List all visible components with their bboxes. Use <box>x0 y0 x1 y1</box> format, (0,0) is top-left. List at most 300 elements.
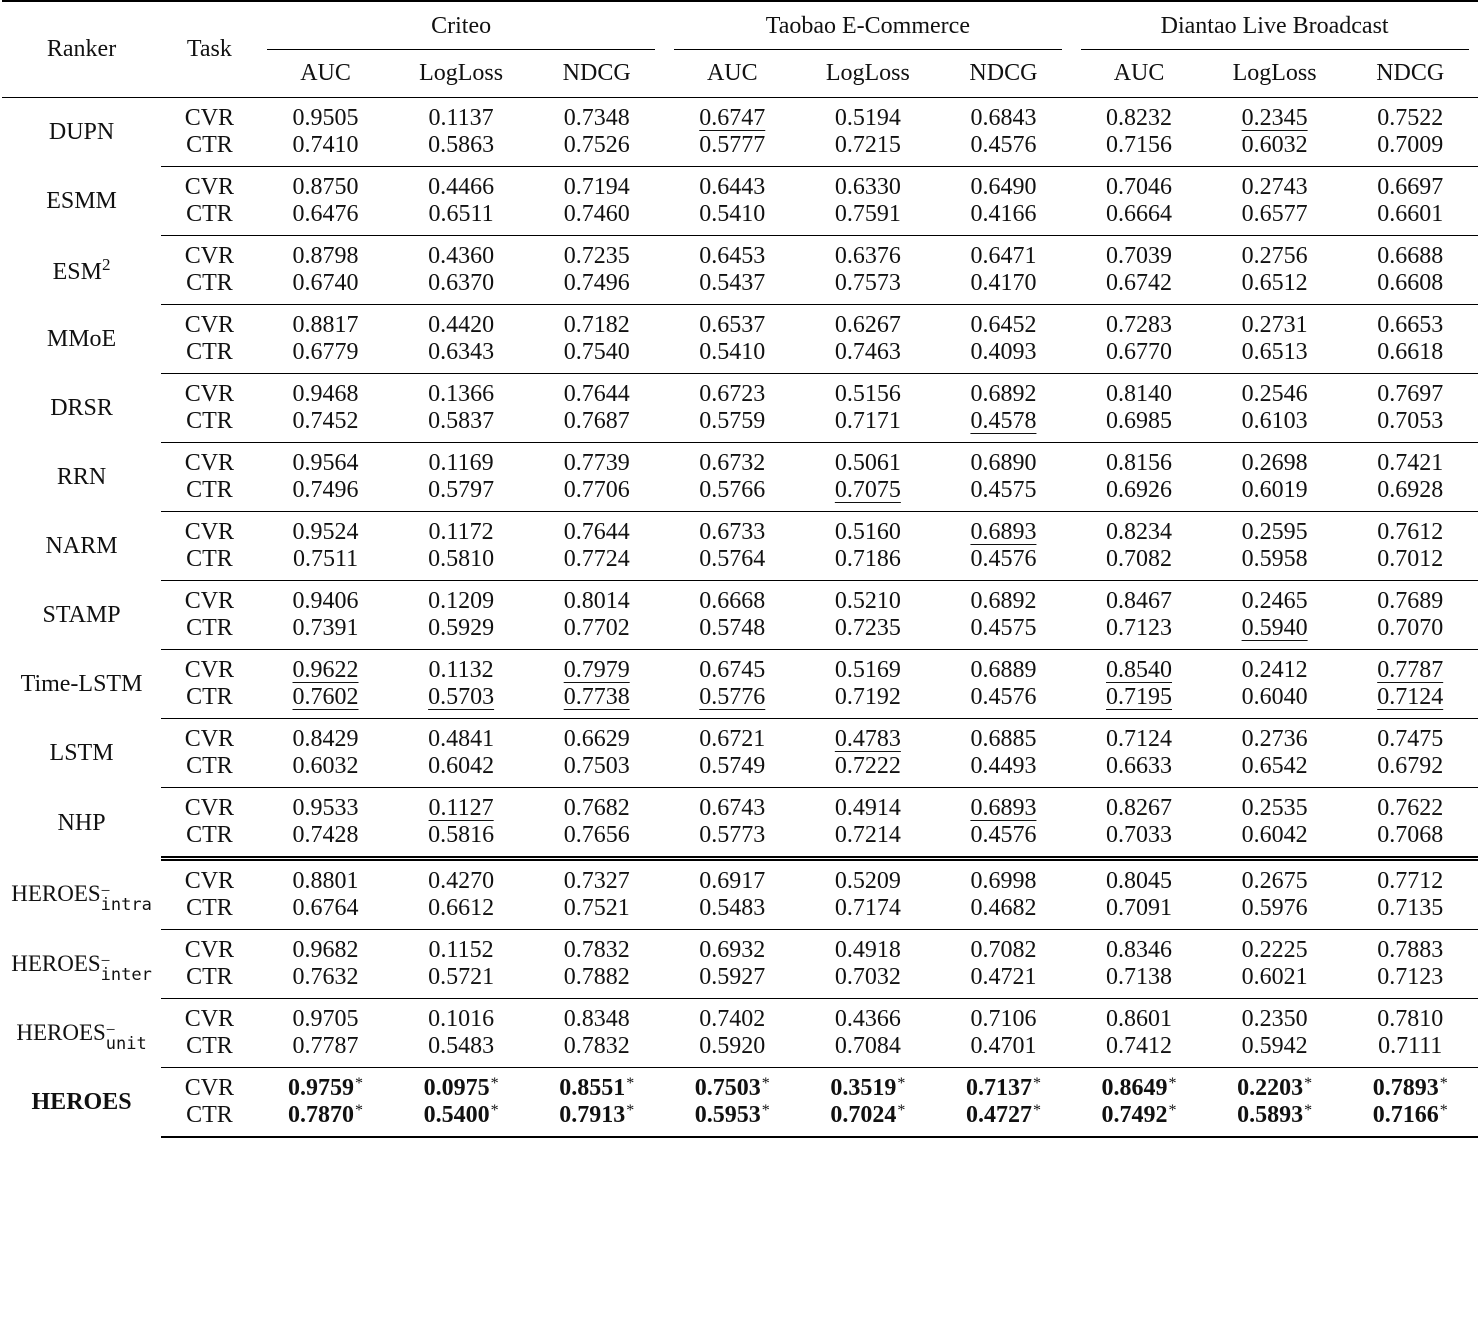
metric-value: 0.4576 <box>936 684 1072 719</box>
significance-star: * <box>1439 1102 1448 1119</box>
metric-value: 0.7738 <box>529 684 665 719</box>
ranker-header: Ranker <box>2 1 161 98</box>
metric-value: 0.2350 <box>1241 1006 1308 1032</box>
significance-star: * <box>897 1075 906 1092</box>
metric-value: 0.6633 <box>1071 753 1207 788</box>
metric-value: 0.9468 <box>292 381 359 407</box>
metric-value: 0.7644 <box>563 519 630 545</box>
group-header-diantao <box>1071 1 1478 50</box>
metric-value: 0.7182 <box>563 312 630 338</box>
metric-value: 0.8267 <box>1106 795 1173 821</box>
metric-value: 0.7496 <box>258 477 394 512</box>
metric-value: 0.7082 <box>1071 546 1207 581</box>
metric-header: AUC <box>1071 50 1207 98</box>
metric-value: 0.1172 <box>428 519 494 545</box>
table-row <box>2 408 1478 443</box>
metric-value: 0.4420 <box>428 312 495 338</box>
metric-value: 0.2595 <box>1241 519 1308 545</box>
metric-value: 0.1137 <box>428 105 494 131</box>
metric-value: 0.6612 <box>393 895 529 930</box>
table-row <box>2 964 1478 999</box>
metric-value: 0.6733 <box>699 519 766 545</box>
ranker-name: Time-LSTM <box>20 670 143 697</box>
metric-value: 0.7235 <box>800 615 936 650</box>
metric-value: 0.1152 <box>428 937 494 963</box>
ranker-name: DRSR <box>50 394 113 421</box>
metric-value: 0.7082 <box>970 937 1037 963</box>
metric-value: 0.2225 <box>1241 937 1308 963</box>
metric-value: 0.6740 <box>258 270 394 305</box>
metric-value: 0.5953* <box>664 1102 800 1137</box>
metric-value: 0.6732 <box>699 450 766 476</box>
metric-value: 0.2203* <box>1237 1075 1313 1101</box>
metric-value: 0.5863 <box>393 132 529 167</box>
task-label: CVR <box>184 450 235 476</box>
metric-value: 0.6779 <box>258 339 394 374</box>
metric-value: 0.6668 <box>699 588 766 614</box>
task-label: CTR <box>161 132 258 167</box>
metric-value: 0.7235 <box>563 243 630 269</box>
metric-value: 0.7123 <box>1342 964 1478 999</box>
ranker-superscript: − <box>100 950 111 970</box>
metric-value: 0.9406 <box>292 588 359 614</box>
metric-value: 0.2731 <box>1241 312 1308 338</box>
task-label: CTR <box>161 895 258 930</box>
significance-star: * <box>761 1102 770 1119</box>
metric-value: 0.6721 <box>699 726 766 752</box>
metric-value: 0.4466 <box>428 174 495 200</box>
metric-value: 0.7194 <box>563 174 630 200</box>
task-label: CVR <box>184 312 235 338</box>
metric-value: 0.9759* <box>288 1075 364 1101</box>
metric-value: 0.7475 <box>1377 726 1444 752</box>
ranker-name: NARM <box>45 532 118 559</box>
metric-value: 0.8348 <box>563 1006 630 1032</box>
significance-star: * <box>626 1075 635 1092</box>
table-row <box>2 236 1478 271</box>
significance-star: * <box>1168 1102 1177 1119</box>
metric-value: 0.7682 <box>563 795 630 821</box>
metric-value: 0.6542 <box>1207 753 1343 788</box>
metric-value: 0.9622 <box>292 657 359 683</box>
metric-value: 0.7327 <box>563 868 630 894</box>
task-label: CVR <box>184 657 235 683</box>
metric-value: 0.8817 <box>292 312 359 338</box>
metric-value: 0.6577 <box>1207 201 1343 236</box>
metric-value: 0.7511 <box>258 546 394 581</box>
task-label: CTR <box>161 615 258 650</box>
metric-value: 0.8346 <box>1106 937 1173 963</box>
metric-value: 0.7039 <box>1106 243 1173 269</box>
metric-value: 0.7463 <box>800 339 936 374</box>
ranker-name: HEROES − inter <box>11 950 152 985</box>
metric-value: 0.7787 <box>1377 657 1444 683</box>
metric-value: 0.3519* <box>830 1075 906 1101</box>
metric-value: 0.6932 <box>699 937 766 963</box>
metric-value: 0.4783 <box>834 726 901 752</box>
metric-value: 0.6890 <box>970 450 1037 476</box>
metric-value: 0.5061 <box>834 450 901 476</box>
ranker-name: DUPN <box>48 118 115 145</box>
metric-value: 0.1127 <box>428 795 494 821</box>
metric-value: 0.6040 <box>1207 684 1343 719</box>
table-row <box>2 1102 1478 1137</box>
task-label: CVR <box>184 243 235 269</box>
metric-value: 0.6723 <box>699 381 766 407</box>
table-row <box>2 822 1478 859</box>
task-label: CVR <box>184 381 235 407</box>
metric-value: 0.6370 <box>393 270 529 305</box>
ranker-name: HEROES − intra <box>11 880 152 915</box>
task-label: CTR <box>161 1102 258 1137</box>
metric-value: 0.5816 <box>393 822 529 859</box>
metric-value: 0.7174 <box>800 895 936 930</box>
metric-value: 0.4575 <box>936 615 1072 650</box>
metric-value: 0.6697 <box>1377 174 1444 200</box>
metric-value: 0.5483 <box>393 1033 529 1068</box>
metric-value: 0.7033 <box>1071 822 1207 859</box>
metric-value: 0.4170 <box>936 270 1072 305</box>
metric-value: 0.7787 <box>258 1033 394 1068</box>
metric-value: 0.4575 <box>936 477 1072 512</box>
task-label: CTR <box>161 753 258 788</box>
metric-value: 0.6103 <box>1207 408 1343 443</box>
table-row <box>2 443 1478 478</box>
metric-value: 0.7428 <box>258 822 394 859</box>
metric-value: 0.7046 <box>1106 174 1173 200</box>
metric-value: 0.7348 <box>563 105 630 131</box>
metric-value: 0.1209 <box>428 588 495 614</box>
metric-value: 0.8140 <box>1106 381 1173 407</box>
metric-value: 0.5776 <box>664 684 800 719</box>
significance-star: * <box>1439 1075 1448 1092</box>
metric-value: 0.6764 <box>258 895 394 930</box>
metric-value: 0.7068 <box>1342 822 1478 859</box>
metric-value: 0.7012 <box>1342 546 1478 581</box>
table-row <box>2 1033 1478 1068</box>
metric-value: 0.5437 <box>664 270 800 305</box>
task-label: CVR <box>184 726 235 752</box>
metric-value: 0.7882 <box>529 964 665 999</box>
metric-value: 0.5169 <box>834 657 901 683</box>
metric-value: 0.7283 <box>1106 312 1173 338</box>
metric-value: 0.5958 <box>1207 546 1343 581</box>
metric-value: 0.6376 <box>834 243 901 269</box>
metric-value: 0.7697 <box>1377 381 1444 407</box>
ranker-name: ESM$^2$ <box>52 254 111 285</box>
metric-value: 0.4366 <box>834 1006 901 1032</box>
task-label: CTR <box>161 201 258 236</box>
metric-value: 0.6042 <box>393 753 529 788</box>
metric-value: 0.9564 <box>292 450 359 476</box>
metric-value: 0.6471 <box>970 243 1037 269</box>
metric-value: 0.7186 <box>800 546 936 581</box>
metric-value: 0.8467 <box>1106 588 1173 614</box>
metric-value: 0.4727* <box>936 1102 1072 1137</box>
table-row <box>2 132 1478 167</box>
ranker-superscript: 2 <box>101 254 111 274</box>
table-row <box>2 270 1478 305</box>
metric-value: 0.6443 <box>699 174 766 200</box>
metric-value: 0.5410 <box>664 201 800 236</box>
metric-value: 0.7009 <box>1342 132 1478 167</box>
metric-value: 0.5773 <box>664 822 800 859</box>
significance-star: * <box>355 1075 364 1092</box>
metric-value: 0.2546 <box>1241 381 1308 407</box>
significance-star: * <box>490 1075 499 1092</box>
task-header: Task <box>161 1 258 98</box>
metric-value: 0.0975* <box>423 1075 499 1101</box>
metric-value: 0.7192 <box>800 684 936 719</box>
metric-value: 0.1132 <box>428 657 494 683</box>
task-label: CVR <box>184 795 235 821</box>
significance-star: * <box>1032 1075 1041 1092</box>
table-row <box>2 339 1478 374</box>
metric-value: 0.5893* <box>1207 1102 1343 1137</box>
task-label: CVR <box>184 937 235 963</box>
metric-value: 0.5410 <box>664 339 800 374</box>
metric-value: 0.7689 <box>1377 588 1444 614</box>
task-label: CTR <box>161 339 258 374</box>
task-label: CVR <box>184 1006 235 1032</box>
group-label: Diantao Live Broadcast <box>1160 12 1389 39</box>
metric-header: AUC <box>664 50 800 98</box>
metric-value: 0.7591 <box>800 201 936 236</box>
metric-value: 0.7832 <box>529 1033 665 1068</box>
metric-value: 0.5160 <box>834 519 901 545</box>
metric-value: 0.4576 <box>936 132 1072 167</box>
metric-value: 0.6019 <box>1207 477 1343 512</box>
metric-value: 0.2675 <box>1241 868 1308 894</box>
metric-value: 0.8014 <box>563 588 630 614</box>
metric-value: 0.6032 <box>1207 132 1343 167</box>
metric-value: 0.7111 <box>1342 1033 1478 1068</box>
metric-value: 0.7870* <box>258 1102 394 1137</box>
metric-value: 0.6926 <box>1071 477 1207 512</box>
metric-value: 0.7540 <box>529 339 665 374</box>
significance-star: * <box>490 1102 499 1119</box>
ranker-subscript: intra <box>100 894 152 915</box>
group-header-criteo <box>258 1 665 50</box>
table-row <box>2 512 1478 547</box>
metric-value: 0.1366 <box>428 381 495 407</box>
significance-star: * <box>1304 1102 1313 1119</box>
metric-value: 0.2756 <box>1241 243 1308 269</box>
ranker-name: NHP <box>57 809 106 836</box>
metric-value: 0.4270 <box>428 868 495 894</box>
metric-value: 0.7492* <box>1071 1102 1207 1137</box>
task-label: CTR <box>161 408 258 443</box>
table-row <box>2 650 1478 685</box>
metric-value: 0.7222 <box>800 753 936 788</box>
metric-value: 0.7979 <box>563 657 630 683</box>
table-row <box>2 581 1478 616</box>
metric-header: LogLoss <box>1207 50 1343 98</box>
metric-value: 0.4918 <box>834 937 901 963</box>
metric-value: 0.7622 <box>1377 795 1444 821</box>
task-label: CTR <box>161 546 258 581</box>
metric-value: 0.8540 <box>1106 657 1173 683</box>
metric-value: 0.7123 <box>1071 615 1207 650</box>
metric-value: 0.5940 <box>1207 615 1343 650</box>
metric-value: 0.7496 <box>529 270 665 305</box>
metric-value: 0.2736 <box>1241 726 1308 752</box>
metric-value: 0.7712 <box>1377 868 1444 894</box>
metric-value: 0.8649* <box>1101 1075 1177 1101</box>
metric-value: 0.2345 <box>1241 105 1308 131</box>
metric-value: 0.2465 <box>1241 588 1308 614</box>
ranker-name: RRN <box>56 463 107 490</box>
metric-value: 0.6892 <box>970 588 1037 614</box>
metric-value: 0.8801 <box>292 868 359 894</box>
task-label: CTR <box>161 822 258 859</box>
metric-value: 0.6985 <box>1071 408 1207 443</box>
ranker-subscript: unit <box>105 1033 147 1054</box>
metric-value: 0.2535 <box>1241 795 1308 821</box>
results-table <box>2 0 1478 1138</box>
metric-value: 0.6021 <box>1207 964 1343 999</box>
metric-value: 0.7739 <box>563 450 630 476</box>
metric-value: 0.4701 <box>936 1033 1072 1068</box>
metric-value: 0.7503* <box>694 1075 770 1101</box>
metric-value: 0.4576 <box>936 822 1072 859</box>
metric-value: 0.4166 <box>936 201 1072 236</box>
metric-value: 0.7171 <box>800 408 936 443</box>
metric-value: 0.9705 <box>292 1006 359 1032</box>
significance-star: * <box>1304 1075 1313 1092</box>
metric-value: 0.7602 <box>258 684 394 719</box>
metric-value: 0.7166* <box>1342 1102 1478 1137</box>
metric-value: 0.7632 <box>258 964 394 999</box>
metric-value: 0.6653 <box>1377 312 1444 338</box>
metric-value: 0.5927 <box>664 964 800 999</box>
table-header <box>2 1 1478 98</box>
metric-header: AUC <box>258 50 394 98</box>
metric-value: 0.7124 <box>1106 726 1173 752</box>
significance-star: * <box>626 1102 635 1119</box>
metric-value: 0.7124 <box>1342 684 1478 719</box>
metric-value: 0.8156 <box>1106 450 1173 476</box>
table-row <box>2 374 1478 409</box>
ranker-name: MMoE <box>46 325 117 352</box>
metric-value: 0.5748 <box>664 615 800 650</box>
metric-value: 0.7521 <box>529 895 665 930</box>
table-row <box>2 615 1478 650</box>
metric-value: 0.6770 <box>1071 339 1207 374</box>
task-label: CTR <box>161 270 258 305</box>
task-label: CVR <box>184 1075 235 1101</box>
metric-value: 0.7137* <box>965 1075 1041 1101</box>
metric-value: 0.7644 <box>563 381 630 407</box>
metric-value: 0.7656 <box>529 822 665 859</box>
metric-value: 0.6843 <box>970 105 1037 131</box>
metric-value: 0.5210 <box>834 588 901 614</box>
metric-header: NDCG <box>936 50 1072 98</box>
metric-value: 0.4578 <box>936 408 1072 443</box>
metric-header: LogLoss <box>393 50 529 98</box>
task-label: CVR <box>184 105 235 131</box>
metric-value: 0.6889 <box>970 657 1037 683</box>
metric-value: 0.6476 <box>258 201 394 236</box>
metric-value: 0.7612 <box>1377 519 1444 545</box>
metric-value: 0.8601 <box>1106 1006 1173 1032</box>
metric-value: 0.7412 <box>1071 1033 1207 1068</box>
metric-value: 0.6747 <box>699 105 766 131</box>
metric-value: 0.7913* <box>529 1102 665 1137</box>
ranker-name: STAMP <box>42 601 121 628</box>
metric-value: 0.6618 <box>1342 339 1478 374</box>
table-row <box>2 930 1478 965</box>
metric-value: 0.5766 <box>664 477 800 512</box>
metric-header: LogLoss <box>800 50 936 98</box>
metric-value: 0.7215 <box>800 132 936 167</box>
metric-value: 0.7452 <box>258 408 394 443</box>
metric-value: 0.6511 <box>393 201 529 236</box>
metric-value: 0.5920 <box>664 1033 800 1068</box>
metric-value: 0.5749 <box>664 753 800 788</box>
metric-value: 0.6928 <box>1342 477 1478 512</box>
task-label: CTR <box>161 684 258 719</box>
metric-value: 0.7402 <box>699 1006 766 1032</box>
metric-value: 0.6512 <box>1207 270 1343 305</box>
table-row <box>2 788 1478 823</box>
metric-value: 0.8234 <box>1106 519 1173 545</box>
metric-value: 0.7706 <box>529 477 665 512</box>
ranker-name: LSTM <box>49 739 114 766</box>
metric-value: 0.6513 <box>1207 339 1343 374</box>
table-row <box>2 859 1478 896</box>
metric-value: 0.5777 <box>664 132 800 167</box>
metric-value: 0.7106 <box>970 1006 1037 1032</box>
metric-value: 0.7135 <box>1342 895 1478 930</box>
metric-value: 0.8045 <box>1106 868 1173 894</box>
metric-value: 0.7084 <box>800 1033 936 1068</box>
metric-value: 0.7526 <box>529 132 665 167</box>
metric-value: 0.4576 <box>936 546 1072 581</box>
table-row <box>2 305 1478 340</box>
metric-value: 0.8429 <box>292 726 359 752</box>
metric-value: 0.5703 <box>393 684 529 719</box>
metric-value: 0.1016 <box>428 1006 495 1032</box>
group-header-taobao <box>664 1 1071 50</box>
metric-value: 0.5764 <box>664 546 800 581</box>
metric-value: 0.7091 <box>1071 895 1207 930</box>
table-row <box>2 719 1478 754</box>
metric-value: 0.5797 <box>393 477 529 512</box>
metric-value: 0.7687 <box>529 408 665 443</box>
metric-value: 0.4914 <box>834 795 901 821</box>
task-label: CVR <box>184 588 235 614</box>
metric-value: 0.6892 <box>970 381 1037 407</box>
metric-value: 0.8232 <box>1106 105 1173 131</box>
ranker-name: ESMM <box>46 187 117 214</box>
metric-value: 0.5209 <box>834 868 901 894</box>
metric-value: 0.6608 <box>1342 270 1478 305</box>
metric-value: 0.2412 <box>1241 657 1308 683</box>
significance-star: * <box>1032 1102 1041 1119</box>
metric-value: 0.5721 <box>393 964 529 999</box>
metric-value: 0.7024* <box>800 1102 936 1137</box>
metric-value: 0.2743 <box>1241 174 1308 200</box>
metric-value: 0.7503 <box>529 753 665 788</box>
metric-value: 0.7156 <box>1071 132 1207 167</box>
metric-value: 0.4093 <box>936 339 1072 374</box>
metric-value: 0.7138 <box>1071 964 1207 999</box>
metric-value: 0.7075 <box>800 477 936 512</box>
metric-value: 0.5483 <box>664 895 800 930</box>
metric-value: 0.6601 <box>1342 201 1478 236</box>
metric-value: 0.6032 <box>258 753 394 788</box>
